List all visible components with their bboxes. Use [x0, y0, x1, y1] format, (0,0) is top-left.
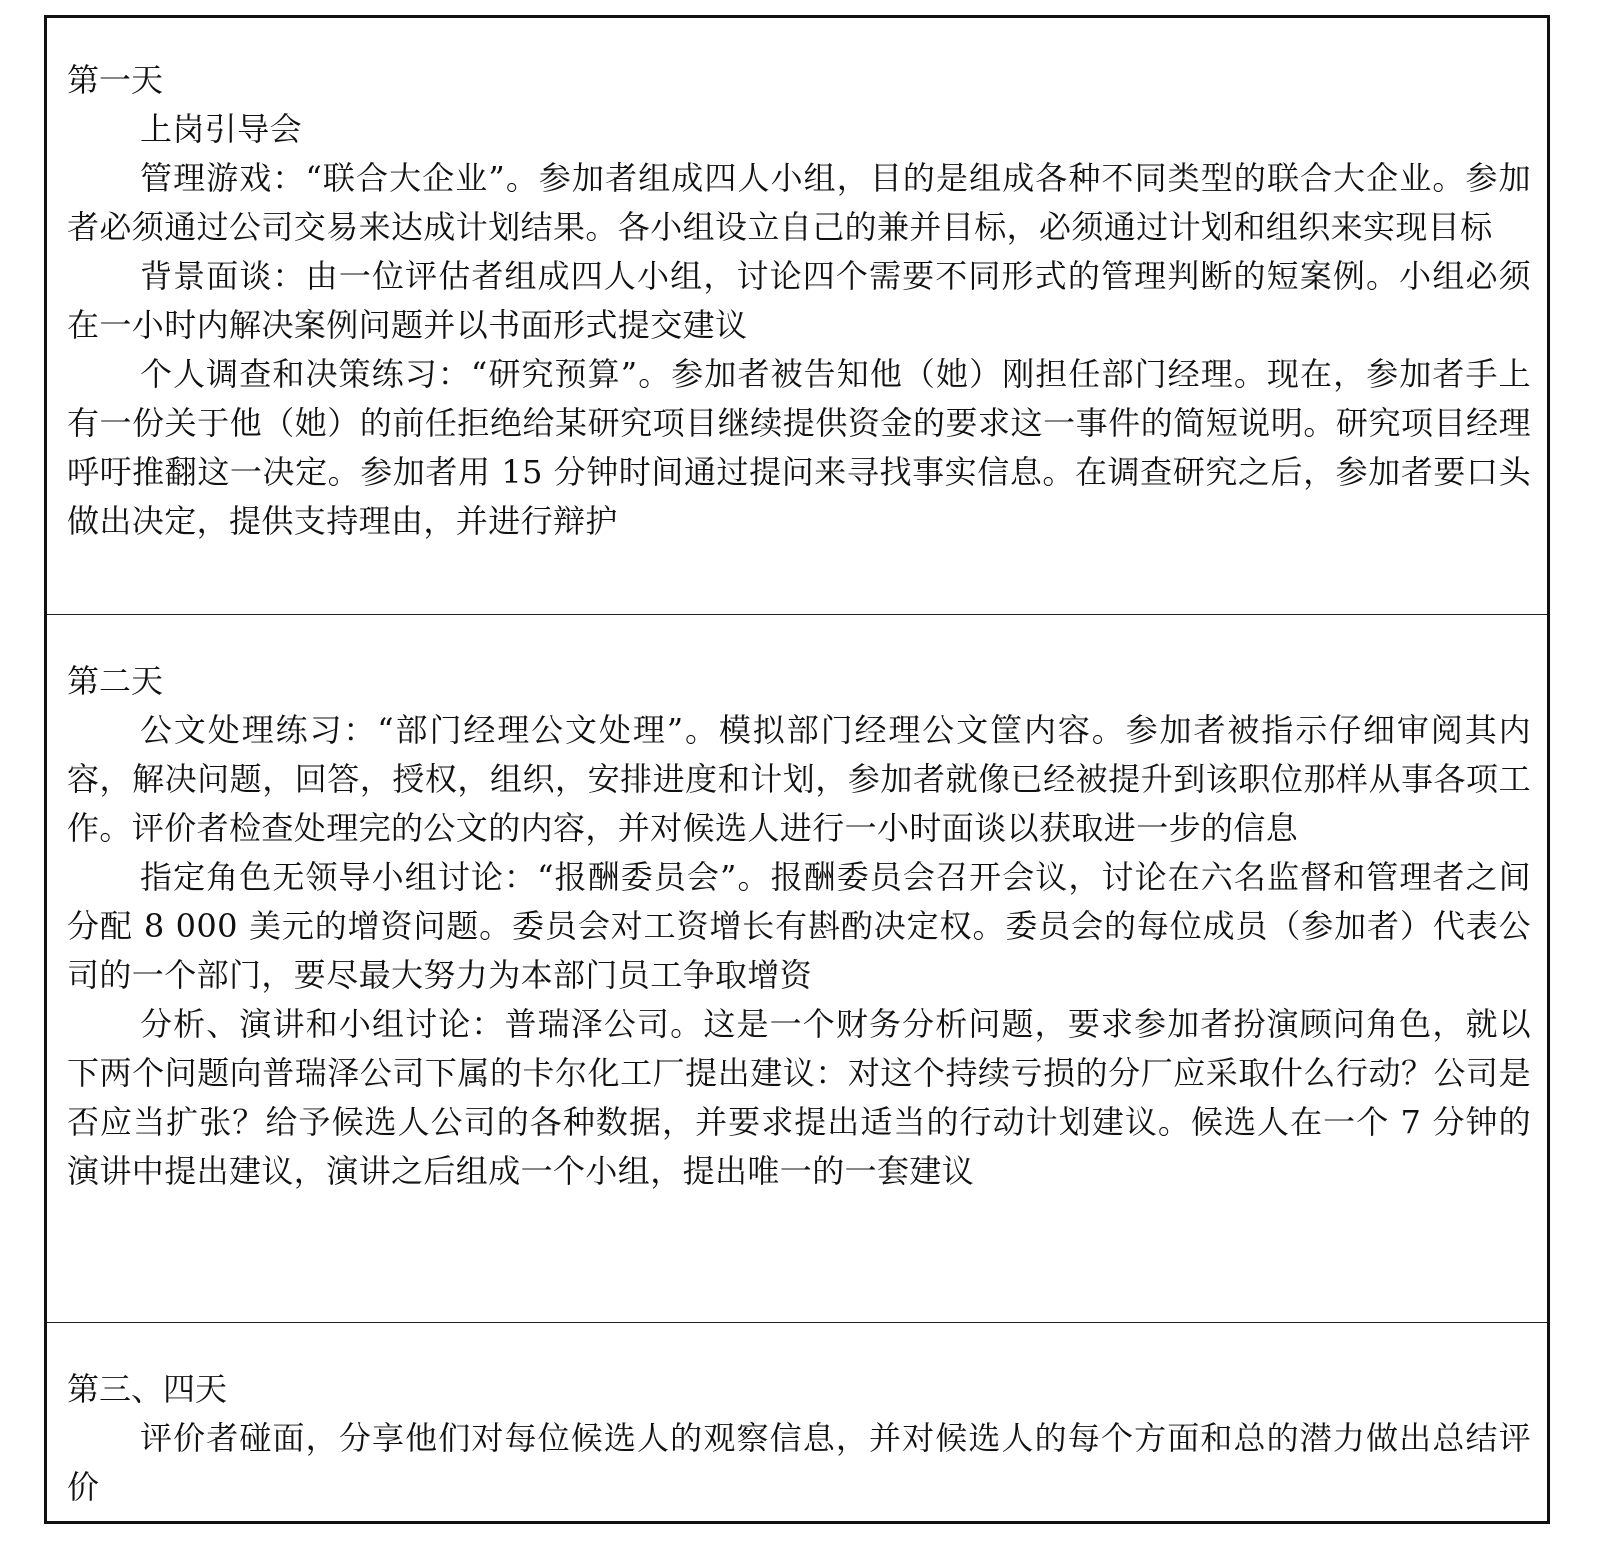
day-1-section — [47, 18, 1547, 614]
day-3-4-title: 第三、四天 — [67, 1370, 228, 1408]
day-1-item-orientation: 上岗引导会 — [140, 110, 303, 148]
day-2-item-in-basket: 公文处理练习：“部门经理公文处理”。模拟部门经理公文筐内容。参加者被指示仔细审阅其内容，解决问题，回答，授权，组织，安排进度和计划，参加者就像已经被提升到该职位那样从事各项工作。评价者检查处理完的公文的内容，并对候选人进行一小时面谈以获取进一步的信息 — [67, 711, 1531, 847]
day-3-4-item-evaluation: 评价者碰面，分享他们对每位候选人的观察信息，并对候选人的每个方面和总的潜力做出总结评价 — [67, 1419, 1531, 1506]
day-2-title: 第二天 — [67, 662, 164, 700]
day-1-item-background-interview: 背景面谈：由一位评估者组成四人小组，讨论四个需要不同形式的管理判断的短案例。小组必须在一小时内解决案例问题并以书面形式提交建议 — [67, 257, 1531, 344]
day-2-item-compensation-committee: 指定角色无领导小组讨论：“报酬委员会”。报酬委员会召开会议，讨论在六名监督和管理者之间分配 8 000 美元的增资问题。委员会对工资增长有斟酌决定权。委员会的每位成员（参加者）代表公司的一个部门，要尽最大努力为本部门员工争取增资 — [67, 858, 1531, 994]
day-1-item-management-game: 管理游戏：“联合大企业”。参加者组成四人小组，目的是组成各种不同类型的联合大企业。参加者必须通过公司交易来达成计划结果。各小组设立自己的兼并目标，必须通过计划和组织来实现目标 — [67, 159, 1531, 246]
day-1-item-research-budget: 个人调查和决策练习：“研究预算”。参加者被告知他（她）刚担任部门经理。现在，参加者手上有一份关于他（她）的前任拒绝给某研究项目继续提供资金的要求这一事件的简短说明。研究项目经理呼吁推翻这一决定。参加者用 15 分钟时间通过提问来寻找事实信息。在调查研究之后，参加者要口头做出决定，提供支持理由，并进行辩护 — [67, 355, 1531, 540]
schedule-table — [44, 15, 1550, 1524]
day-2-item-analysis-presentation: 分析、演讲和小组讨论：普瑞泽公司。这是一个财务分析问题，要求参加者扮演顾问角色，就以下两个问题向普瑞泽公司下属的卡尔化工厂提出建议：对这个持续亏损的分厂应采取什么行动？公司是否应当扩张？给予候选人公司的各种数据，并要求提出适当的行动计划建议。候选人在一个 7 分钟的演讲中提出建议，演讲之后组成一个小组，提出唯一的一套建议 — [67, 1005, 1531, 1190]
day-2-section — [47, 614, 1547, 1322]
day-1-title: 第一天 — [67, 61, 164, 99]
day-3-4-section — [47, 1322, 1547, 1524]
